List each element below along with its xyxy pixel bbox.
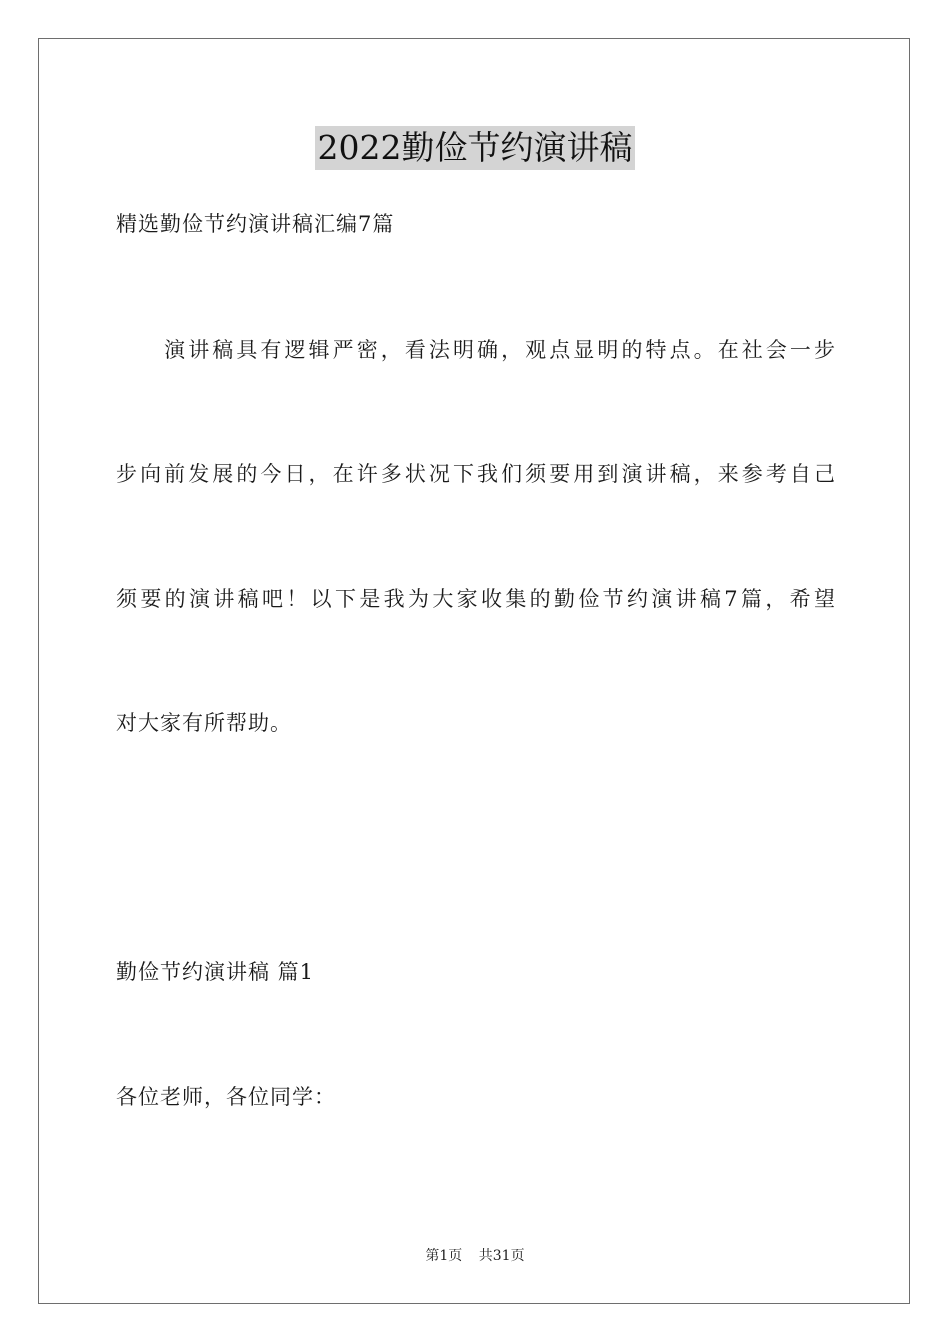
page-total: 共31页 [478,1248,525,1264]
salutation: 各位老师，各位同学： [116,1085,336,1109]
intro-line-1: 演讲稿具有逻辑严密，看法明确，观点显明的特点。在社会一步 [116,338,836,362]
page-number: 第1页 [425,1248,463,1264]
document-subtitle: 精选勤俭节约演讲稿汇编7篇 [116,212,395,236]
page-footer [0,1246,950,1266]
document-title: 2022勤俭节约演讲稿 [315,126,636,170]
section-heading: 勤俭节约演讲稿 篇1 [116,960,315,984]
intro-line-4: 对大家有所帮助。 [116,711,292,735]
title-container [0,126,950,170]
intro-line-3: 须要的演讲稿吧！以下是我为大家收集的勤俭节约演讲稿7篇，希望 [116,587,836,611]
intro-line-2: 步向前发展的今日，在许多状况下我们须要用到演讲稿，来参考自己 [116,462,836,486]
